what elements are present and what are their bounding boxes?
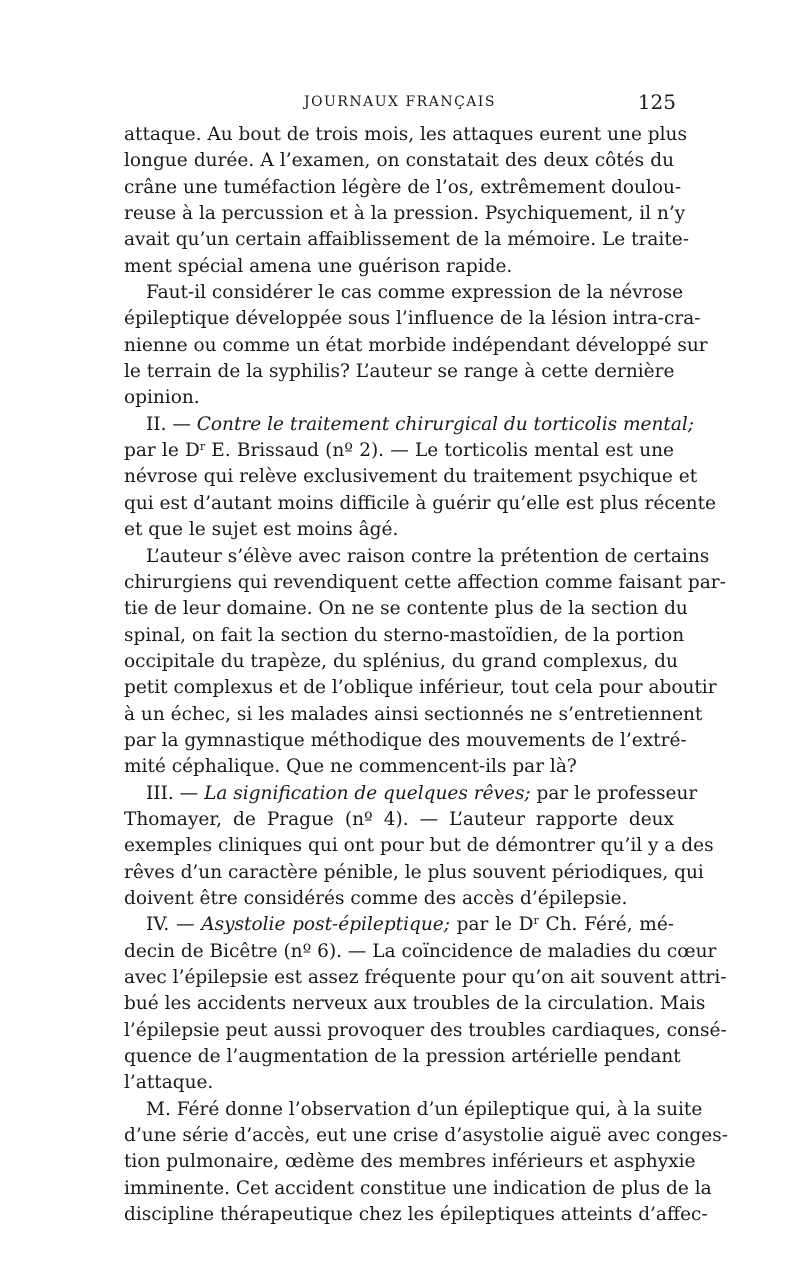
text-line: avait qu’un certain affaiblissement de la mémoire. Le traite- <box>124 229 689 251</box>
text-line: L’auteur s’élève avec raison contre la prétention de certains <box>146 545 710 567</box>
text-fragment: par le D <box>124 440 200 462</box>
section-heading-line <box>124 912 674 938</box>
text-line: l’épilepsie peut aussi provoquer des troubles cardiaques, consé- <box>124 1019 727 1041</box>
superscript: r <box>199 440 206 454</box>
body-text <box>124 122 728 1228</box>
text-line: longue durée. A l’examen, on constatait des deux côtés du <box>124 150 674 172</box>
article-title: Asystolie post-épileptique; <box>201 914 450 936</box>
text-line: discipline thérapeutique chez les épileptiques atteints d’affec- <box>124 1204 708 1226</box>
text-fragment: par le D <box>449 914 534 936</box>
text-line: attaque. Au bout de trois mois, les attaques eurent une plus <box>124 124 687 145</box>
text-line: M. Féré donne l’observation d’un épileptique qui, à la suite <box>146 1098 703 1120</box>
text-fragment: Ch. Féré, mé- <box>538 914 675 936</box>
article-title: La signification de quelques rêves; <box>204 782 531 804</box>
page-number: 125 <box>637 90 676 114</box>
text-line: le terrain de la syphilis? L’auteur se range à cette dernière <box>124 361 675 383</box>
section-number: II. — <box>146 413 197 435</box>
text-line: decin de Bicêtre (nº 6). — La coïncidence de maladies du cœur <box>124 940 717 962</box>
section-number: III. — <box>146 782 205 804</box>
text-line: opinion. <box>124 387 200 409</box>
text-line: imminente. Cet accident constitue une indication de plus de la <box>124 1177 712 1199</box>
text-line: tion pulmonaire, œdème des membres inférieurs et asphyxie <box>124 1151 696 1173</box>
text-line: ment spécial amena une guérison rapide. <box>124 255 513 277</box>
article-title: Contre le traitement chirurgical du torticolis mental; <box>196 413 695 435</box>
text-line: exemples cliniques qui ont pour but de démontrer qu’il y a des <box>124 835 714 857</box>
text-line: et que le sujet est moins âgé. <box>124 519 399 541</box>
text-line: spinal, on fait la section du sterno-mastoïdien, de la portion <box>124 624 685 646</box>
text-line: avec l’épilepsie est assez fréquente pour qu’on ait souvent attri- <box>124 967 727 988</box>
text-line: à un échec, si les malades ainsi sectionnés ne s’entretiennent <box>124 703 703 725</box>
text-line: tie de leur domaine. On ne se contente plus de la section du <box>124 598 688 620</box>
section-heading-line <box>124 781 698 807</box>
text-line: l’attaque. <box>124 1072 214 1094</box>
text-line: petit complexus et de l’oblique inférieur, tout cela pour aboutir <box>124 677 717 699</box>
text-line: occipitale du trapèze, du splénius, du grand complexus, du <box>124 650 678 672</box>
section-heading-line <box>124 412 695 438</box>
text-line: qui est d’autant moins difficile à guérir qu’elle est plus récente <box>124 492 716 514</box>
superscript: r <box>533 914 539 928</box>
running-head <box>124 90 676 114</box>
text-line: bué les accidents nerveux aux troubles de la circulation. Mais <box>124 993 706 1015</box>
text-line: Thomayer, de Prague (nº 4). — L’auteur rapporte deux <box>124 808 674 830</box>
running-title: JOURNAUX FRANÇAIS <box>303 94 497 110</box>
text-line: d’une série d’accès, eut une crise d’asystolie aiguë avec conges- <box>124 1125 728 1147</box>
text-line <box>124 438 674 464</box>
text-line: nienne ou comme un état morbide indépendant développé sur <box>124 334 708 356</box>
text-line: rêves d’un caractère pénible, le plus souvent périodiques, qui <box>124 861 704 883</box>
text-line: quence de l’augmentation de la pression artérielle pendant <box>124 1046 681 1068</box>
text-fragment: E. Brissaud (nº 2). — Le torticolis mental est une <box>205 440 674 462</box>
text-line: doivent être considérés comme des accès d’épilepsie. <box>124 887 628 909</box>
text-line: crâne une tuméfaction légère de l’os, extrêmement doulou- <box>124 176 682 198</box>
text-line: névrose qui relève exclusivement du traitement psychique et <box>124 466 698 488</box>
text-line: chirurgiens qui revendiquent cette affection comme faisant par- <box>124 571 726 593</box>
text-line: par la gymnastique méthodique des mouvements de l’extré- <box>124 729 687 751</box>
section-number: IV. — <box>146 914 202 936</box>
text-line: Faut-il considérer le cas comme expression de la névrose <box>146 282 684 304</box>
text-fragment: par le professeur <box>530 782 698 804</box>
text-line: mité céphalique. Que ne commencent-ils par là? <box>124 756 577 778</box>
text-line: épileptique développée sous l’influence de la lésion intra-cra- <box>124 308 701 330</box>
text-line: reuse à la percussion et à la pression. Psychiquement, il n’y <box>124 203 686 225</box>
